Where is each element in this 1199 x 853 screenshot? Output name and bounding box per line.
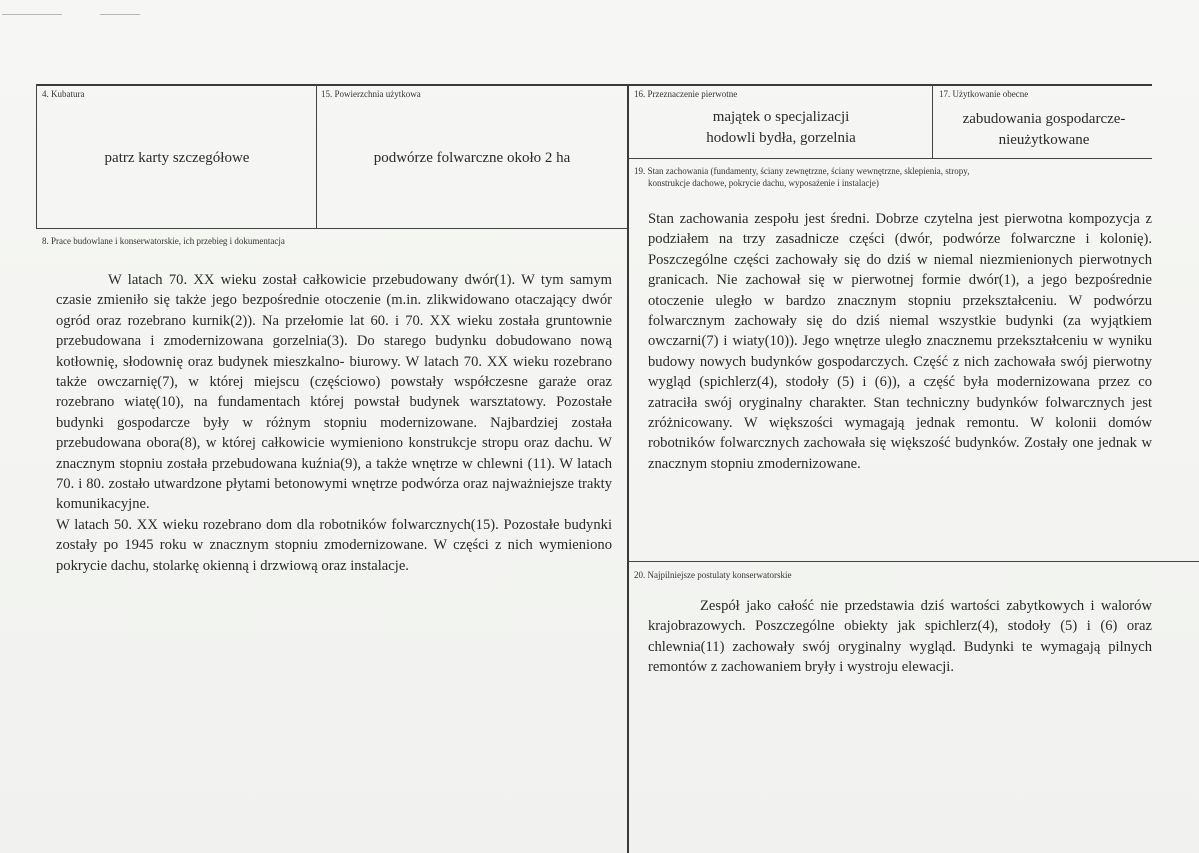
field-value-przeznaczenie-line1: majątek o specjalizacji xyxy=(712,109,850,125)
prace-paragraph-2: W latach 50. XX wieku rozebrano dom dla robotników folwarcznych(15). Pozostałe budynki zostały po 1945 roku w znacznym stopniu zmodernizowane. W części z nich wymieniono pokrycie dachu, stolarkę okienną i drzwiową oraz instalacje. xyxy=(56,516,612,574)
rule-col-3 xyxy=(932,84,933,159)
field-label-stan-line2: konstrukcje dachowe, pokrycie dachu, wyposażenie i instalacje) xyxy=(648,178,879,188)
field-value-powierzchnia: podwórze folwarczne około 2 ha xyxy=(373,150,571,166)
top-rule xyxy=(36,84,1152,86)
rule-row-divider xyxy=(36,228,628,229)
field-value-uzytkowanie-line2: nieużytkowane xyxy=(998,132,1090,148)
field-label-kubatura: 4. Kubatura xyxy=(42,89,85,99)
field-value-uzytkowanie-line1: zabudowania gospodarcze- xyxy=(962,111,1126,127)
top-edge-mark xyxy=(100,14,140,15)
prace-paragraph-1: W latach 70. XX wieku został całkowicie przebudowany dwór(1). W tym samym czasie zmieniło się także jego bezpośrednie otoczenie (m.in. zlikwidowano otaczający dwór ogród oraz rozebrano kurnik(2)). Na przełomie lat 60. i 70. XX wieku została gruntownie przebudowana i zmodernizowana gorzelnia(3). Do starego budynku dobudowano nową kotłownię, słodownię oraz budynek mieszkalno- biurowy. W latach 70. XX wieku rozebrano także owczarnię(7), w której miejscu (częściowo) powstały współczesne garaże oraz rozebrano wiatę(10), na fundamentach której powstał budynek warsztatowy. Pozostałe budynki gospodarcze były w różnym stopniu modernizowane. Najbardziej została przebudowana obora(8), w której całkowicie wymieniono konstrukcje stropu oraz dachu. W znacznym stopniu została przebudowana kuźnia(9), a także wnętrze w chlewni (11). W latach 70. i 80. zostało utwardzone płytami betonowymi wnętrze podwórza oraz najważniejsze trakty komunikacyjne. xyxy=(56,272,612,513)
top-edge-mark xyxy=(2,14,62,15)
rule-left-edge xyxy=(36,84,37,229)
field-label-uzytkowanie: 17. Użytkowanie obecne xyxy=(939,89,1029,99)
rule-right-divider-2 xyxy=(628,561,1199,562)
field-text-stan xyxy=(648,209,1152,474)
field-text-prace xyxy=(56,270,612,576)
rule-col-center xyxy=(627,84,629,853)
rule-col-1 xyxy=(316,84,317,229)
field-label-postulaty: 20. Najpilniejsze postulaty konserwatorskie xyxy=(634,570,792,580)
field-text-postulaty xyxy=(648,596,1152,678)
rule-right-divider-1 xyxy=(628,158,1152,159)
field-value-przeznaczenie-line2: hodowli bydła, gorzelnia xyxy=(706,130,856,146)
field-label-stan-line1: 19. Stan zachowania (fundamenty, ściany zewnętrzne, ściany wewnętrzne, sklepienia, stropy, xyxy=(634,166,970,176)
field-label-przeznaczenie: 16. Przeznaczenie pierwotne xyxy=(634,89,738,99)
field-value-kubatura: patrz karty szczegółowe xyxy=(104,150,250,166)
field-label-powierzchnia: 15. Powierzchnia użytkowa xyxy=(321,89,421,99)
field-label-prace: 8. Prace budowlane i konserwatorskie, ich przebieg i dokumentacja xyxy=(42,236,285,246)
stan-paragraph: Stan zachowania zespołu jest średni. Dobrze czytelna jest pierwotna kompozycja z podziałem na trzy zasadnicze części (dwór, podwórze folwarczne i kolonię). Poszczególne części zachowały się do dziś w niemal niezmienionych pierwotnych granicach. Nie zachował się w pierwotnej formie dwór(1), a jego bezpośrednie otoczenie uległo w bardzo znacznym stopniu przekształceniu. W podwórzu folwarcznym zachowały się do dziś niemal wszystkie budynki (za wyjątkiem owczarni(7) i wiaty(10)). Jego wnętrze uległo znacznemu przekształceniu w wyniku budowy nowych budynków gospodarczych. Część z nich zachowała swój pierwotny wygląd (spichlerz(4), stodoły (5) i (6)), a część była modernizowana przez co zatraciła swój oryginalny charakter. Stan techniczny budynków folwarcznych jest zróżnicowany. W większości wymagają jednak remontu. W kolonii domów robotników folwarcznych zachowała się większość budynków. Zostały one jednak w znacznym stopniu zmodernizowane. xyxy=(648,211,1152,472)
postulaty-paragraph: Zespół jako całość nie przedstawia dziś wartości zabytkowych i walorów krajobrazowych. Poszczególne obiekty jak spichlerz(4), stodoły (5) i (6) oraz chlewnia(11) zachowały swój oryginalny wygląd. Budynki te wymagają pilnych remontów z zachowaniem bryły i wystroju elewacji. xyxy=(648,598,1152,676)
